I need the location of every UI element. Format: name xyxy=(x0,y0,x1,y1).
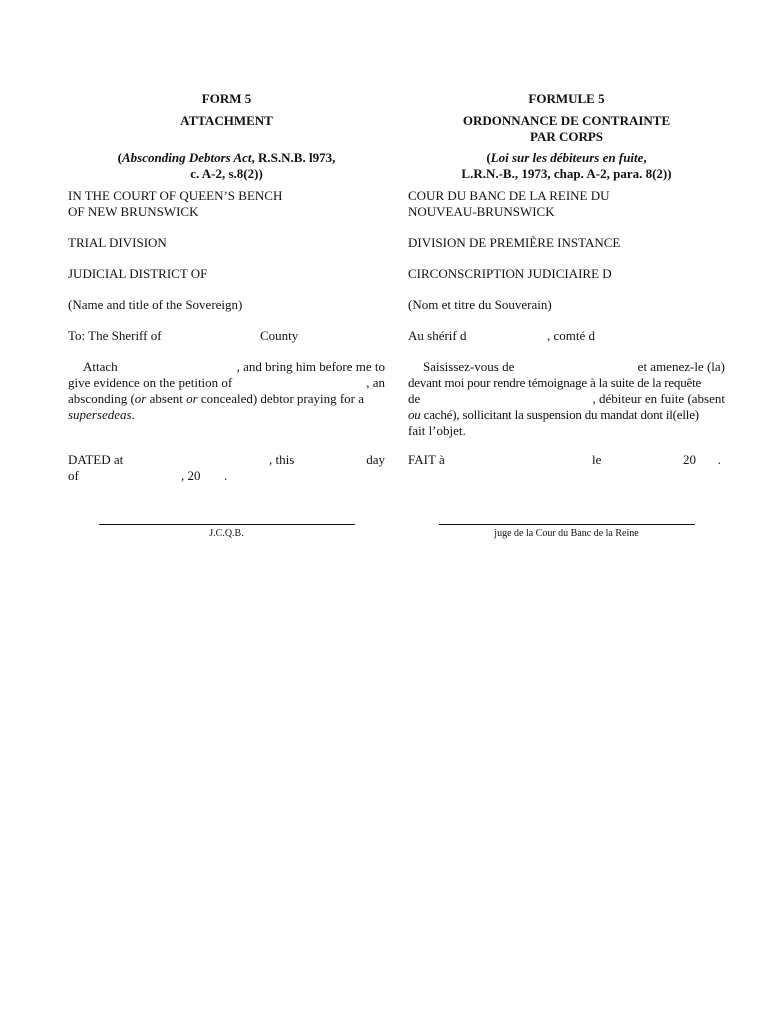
act-name: Loi sur les débiteurs en fuite xyxy=(490,150,644,165)
attach-paragraph: Attach , and bring him before me to give evidence on the petition of , an absconding (or absent or concealed) debtor praying for a supersedeas. xyxy=(68,359,385,422)
court-heading-line2: OF NEW BRUNSWICK xyxy=(68,204,199,219)
act-citation-line1: (Absconding Debtors Act, R.S.N.B. l973, xyxy=(117,150,336,165)
county-label: , comté d xyxy=(547,328,596,343)
seize-paragraph: Saisissez-vous de et amenez-le (la) devant moi pour rendre témoignage à la suite de la requête de , débiteur en fuite (absent ou caché), sollicitant la suspension du mandat dont il(elle) fait l’objet. xyxy=(408,359,725,438)
county-label: County xyxy=(260,328,299,343)
court-heading-line1: COUR DU BANC DE LA REINE DU xyxy=(408,188,610,203)
signature-caption: J.C.Q.B. xyxy=(209,528,244,539)
form-title-line2: PAR CORPS xyxy=(529,129,604,144)
sheriff-line: To: The Sheriff of County xyxy=(68,328,299,343)
form-number: FORMULE 5 xyxy=(528,91,605,106)
sovereign-line: (Nom et titre du Souverain) xyxy=(408,297,552,312)
sovereign-line: (Name and title of the Sovereign) xyxy=(68,297,243,312)
sheriff-line: Au shérif d , comté d xyxy=(408,328,596,343)
act-citation-line2: c. A-2, s.8(2)) xyxy=(190,166,263,181)
dated-line: DATED at , this day of , 20 . xyxy=(68,452,385,483)
court-heading-line1: IN THE COURT OF QUEEN’S BENCH xyxy=(68,188,283,203)
district-heading: CIRCONSCRIPTION JUDICIAIRE D xyxy=(408,266,612,281)
fait-line: FAIT à le 20 . xyxy=(408,452,721,467)
form-number: FORM 5 xyxy=(201,91,252,106)
division-heading: DIVISION DE PREMIÈRE INSTANCE xyxy=(408,235,621,250)
division-heading: TRIAL DIVISION xyxy=(68,235,167,250)
signature-block xyxy=(68,524,385,540)
act-citation-line1: (Loi sur les débiteurs en fuite, xyxy=(486,150,647,165)
act-citation-line2: L.R.N.-B., 1973, chap. A-2, para. 8(2)) xyxy=(461,166,672,181)
form-title-line1: ORDONNANCE DE CONTRAINTE xyxy=(462,113,671,128)
court-heading-line2: NOUVEAU-BRUNSWICK xyxy=(408,204,555,219)
form-title: ATTACHMENT xyxy=(180,113,273,128)
district-heading: JUDICIAL DISTRICT OF xyxy=(68,266,208,281)
signature-caption: juge de la Cour du Banc de la Reine xyxy=(494,528,639,539)
signature-block xyxy=(408,524,725,540)
act-name: Absconding Debtors Act xyxy=(122,150,252,165)
signature-line xyxy=(439,524,695,525)
signature-line xyxy=(99,524,355,525)
